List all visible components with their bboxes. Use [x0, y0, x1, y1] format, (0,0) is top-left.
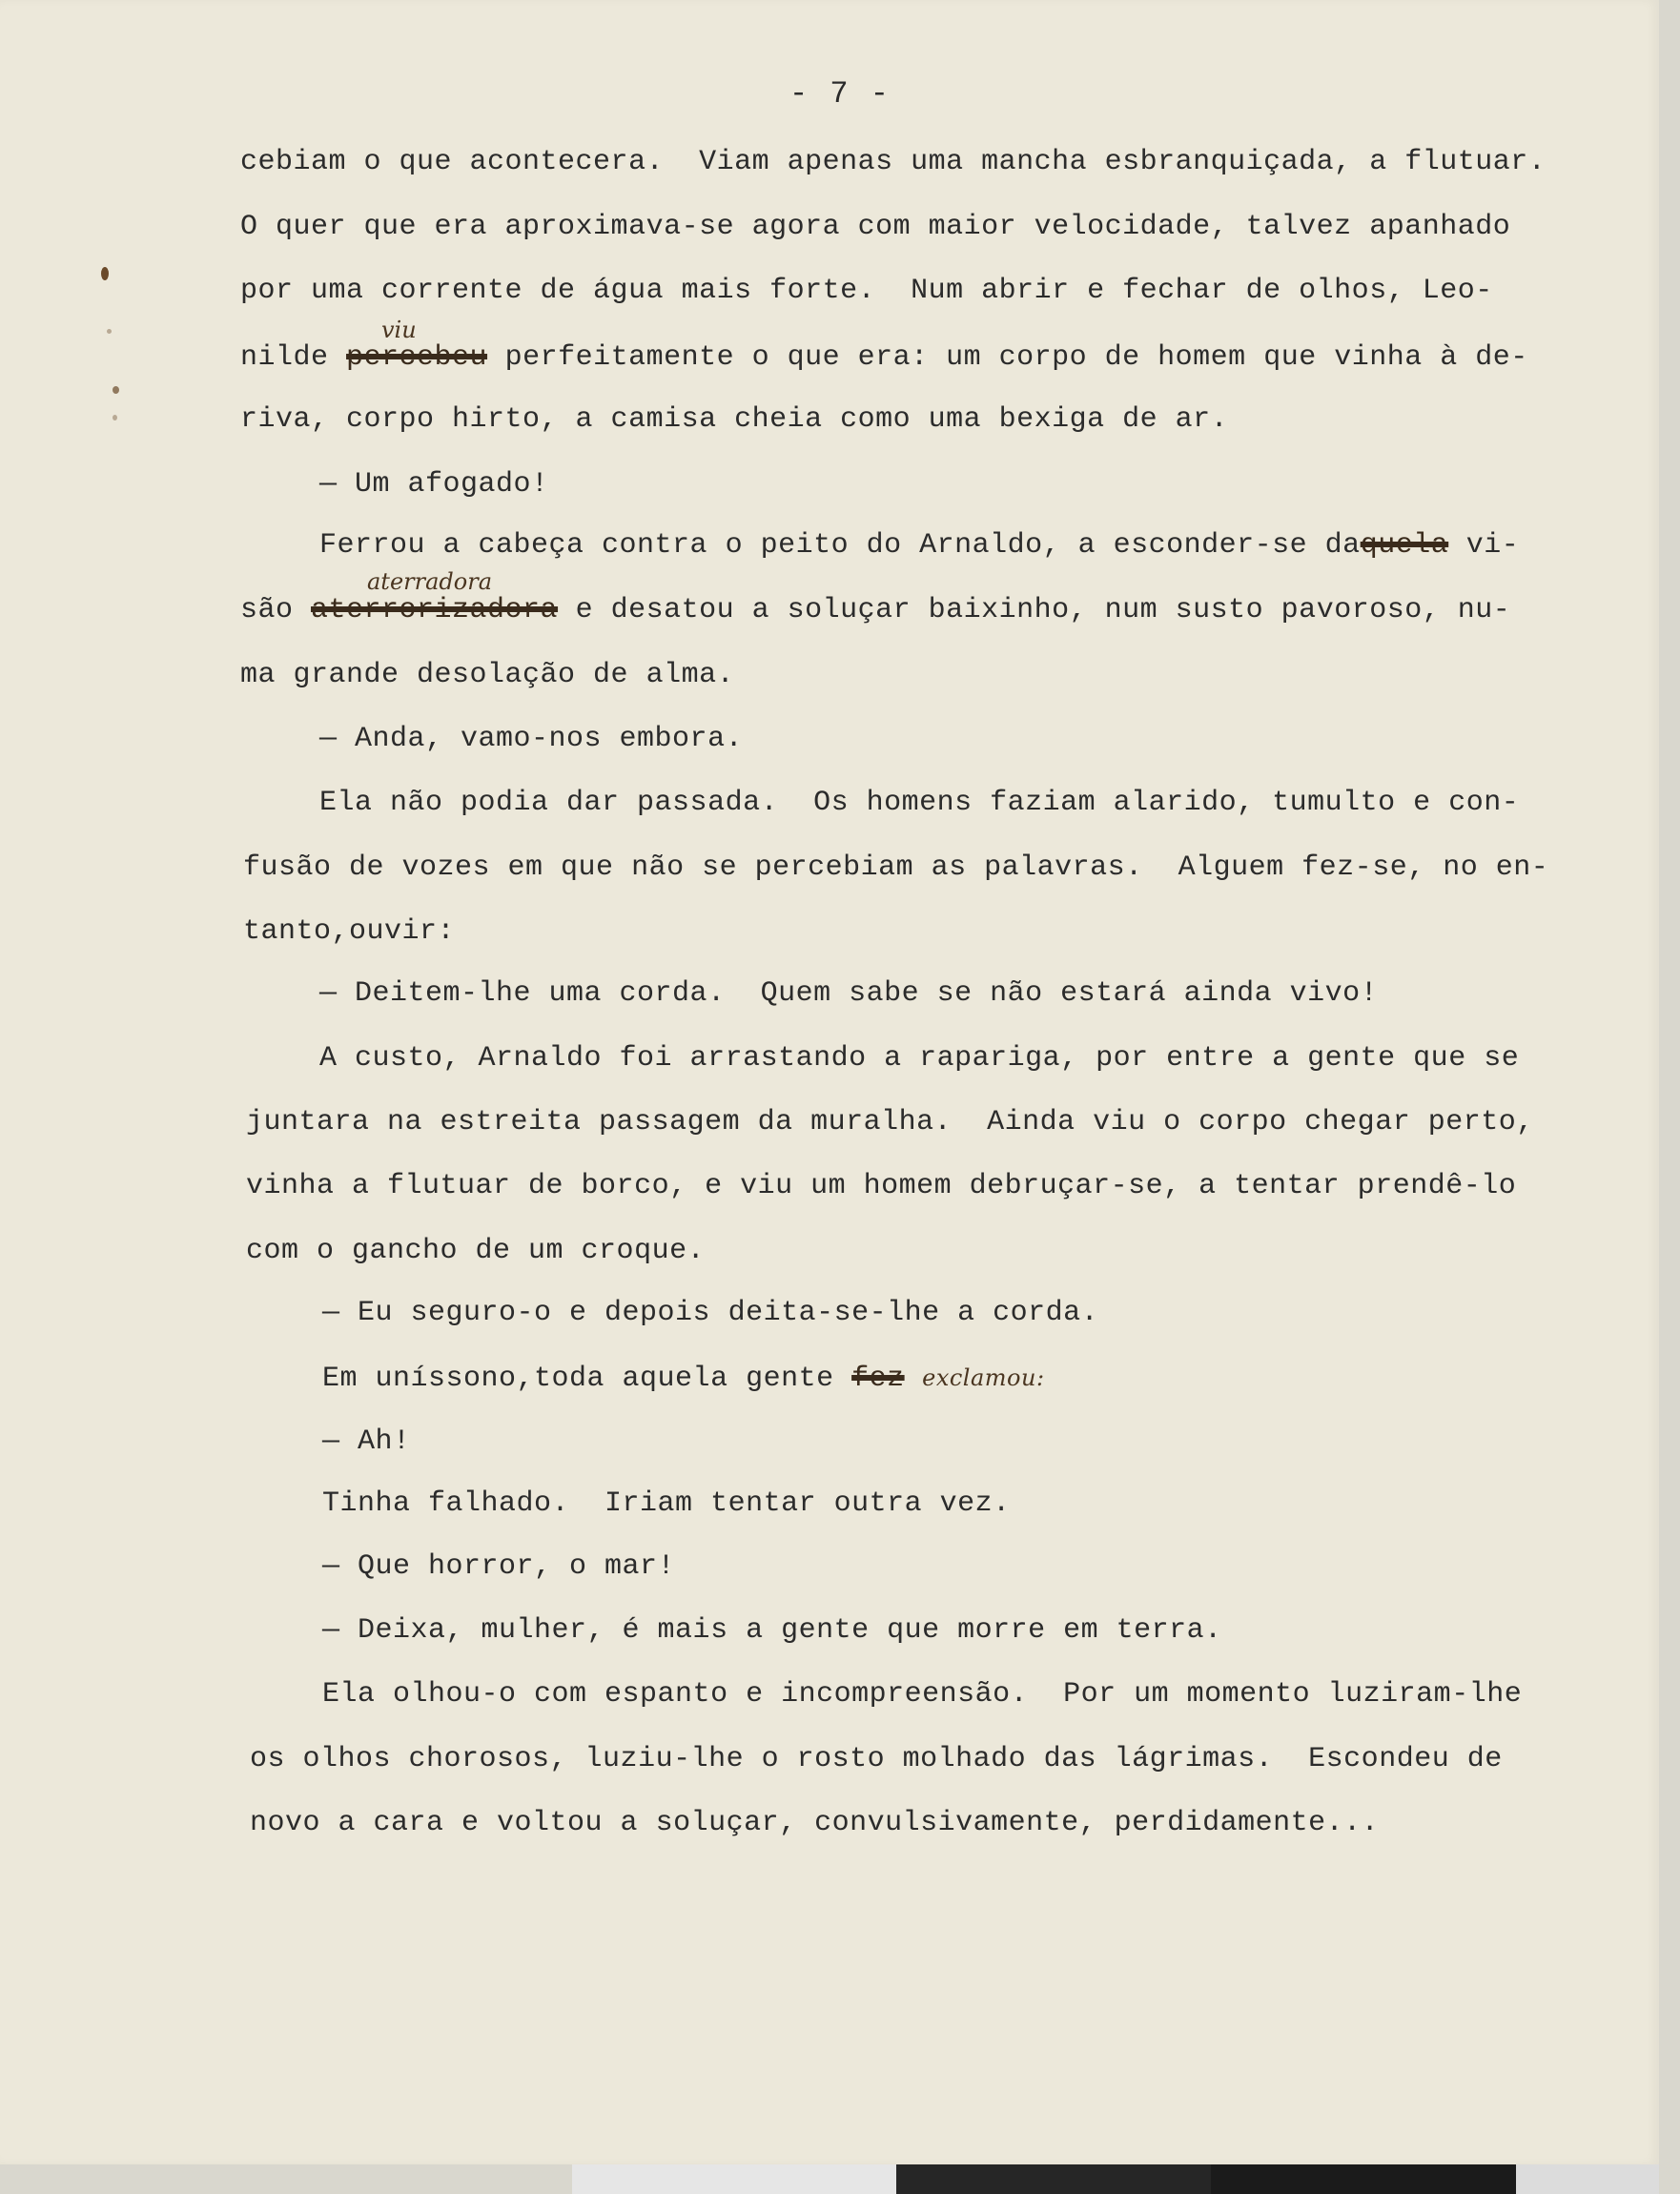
text-line: nilde percebeu perfeitamente o que era: um corpo de homem que vinha à de-	[240, 341, 1528, 374]
text-line: Ferrou a cabeça contra o peito do Arnaldo, a esconder-se daquela vi-	[319, 529, 1520, 562]
text-line: cebiam o que acontecera. Viam apenas uma mancha esbranquiçada, a flutuar.	[240, 146, 1547, 178]
struck-word: fez	[851, 1363, 905, 1395]
dialogue-line: — Deixa, mulher, é mais a gente que morre em terra.	[322, 1614, 1222, 1647]
text-line: com o gancho de um croque.	[246, 1235, 706, 1267]
text-line: ma grande desolação de alma.	[240, 659, 735, 691]
ink-mark	[101, 267, 109, 280]
ink-mark	[113, 386, 119, 394]
text-line: O quer que era aproximava-se agora com maior velocidade, talvez apanhado	[240, 211, 1511, 243]
text-line: tanto,ouvir:	[243, 915, 456, 948]
handwritten-correction: aterradora	[367, 568, 493, 595]
dialogue-line: — Deitem-lhe uma corda. Quem sabe se não estará ainda vivo!	[319, 977, 1379, 1010]
struck-word: percebeu	[346, 341, 488, 374]
dialogue-line: — Anda, vamo-nos embora.	[319, 723, 744, 755]
page-number: - 7 -	[789, 76, 891, 112]
text-line: juntara na estreita passagem da muralha. Ainda viu o corpo chegar perto,	[246, 1106, 1534, 1138]
text-line: Ela não podia dar passada. Os homens faziam alarido, tumulto e con-	[319, 787, 1520, 819]
handwritten-correction: viu	[381, 317, 417, 343]
scale-bar-dark	[896, 2164, 1211, 2194]
dialogue-line: — Ah!	[322, 1425, 411, 1458]
scale-bar-light	[572, 2164, 896, 2194]
scale-bar-dark	[1211, 2164, 1516, 2194]
ink-mark	[107, 329, 112, 334]
text-line: vinha a flutuar de borco, e viu um homem debruçar-se, a tentar prendê-lo	[246, 1170, 1517, 1202]
text-line: fusão de vozes em que não se percebiam as palavras. Alguem fez-se, no en-	[243, 851, 1549, 884]
text-line: os olhos chorosos, luziu-lhe o rosto molhado das lágrimas. Escondeu de	[250, 1743, 1503, 1775]
dialogue-line: — Que horror, o mar!	[322, 1550, 676, 1583]
struck-word: aterrorizadora	[311, 594, 559, 626]
text-line: Em uníssono,toda aquela gente fez exclamou:	[322, 1363, 1045, 1395]
text-line: por uma corrente de água mais forte. Num abrir e fechar de olhos, Leo-	[240, 275, 1493, 307]
struck-word: quela	[1360, 529, 1449, 562]
text-line: novo a cara e voltou a soluçar, convulsivamente, perdidamente...	[250, 1807, 1380, 1839]
text-line: Ela olhou-o com espanto e incompreensão. Por um momento luziram-lhe	[322, 1678, 1523, 1711]
dialogue-line: — Eu seguro-o e depois deita-se-lhe a corda.	[322, 1297, 1099, 1329]
text-line: são aterrorizadora e desatou a soluçar baixinho, num susto pavoroso, nu-	[240, 594, 1511, 626]
text-line: A custo, Arnaldo foi arrastando a rapariga, por entre a gente que se	[319, 1042, 1520, 1075]
handwritten-correction: exclamou:	[922, 1364, 1045, 1391]
text-line: Tinha falhado. Iriam tentar outra vez.	[322, 1487, 1011, 1520]
text-line: riva, corpo hirto, a camisa cheia como uma bexiga de ar.	[240, 403, 1229, 436]
dialogue-line: — Um afogado!	[319, 468, 549, 501]
ink-mark	[113, 415, 117, 420]
scale-bar-light	[1516, 2164, 1659, 2194]
